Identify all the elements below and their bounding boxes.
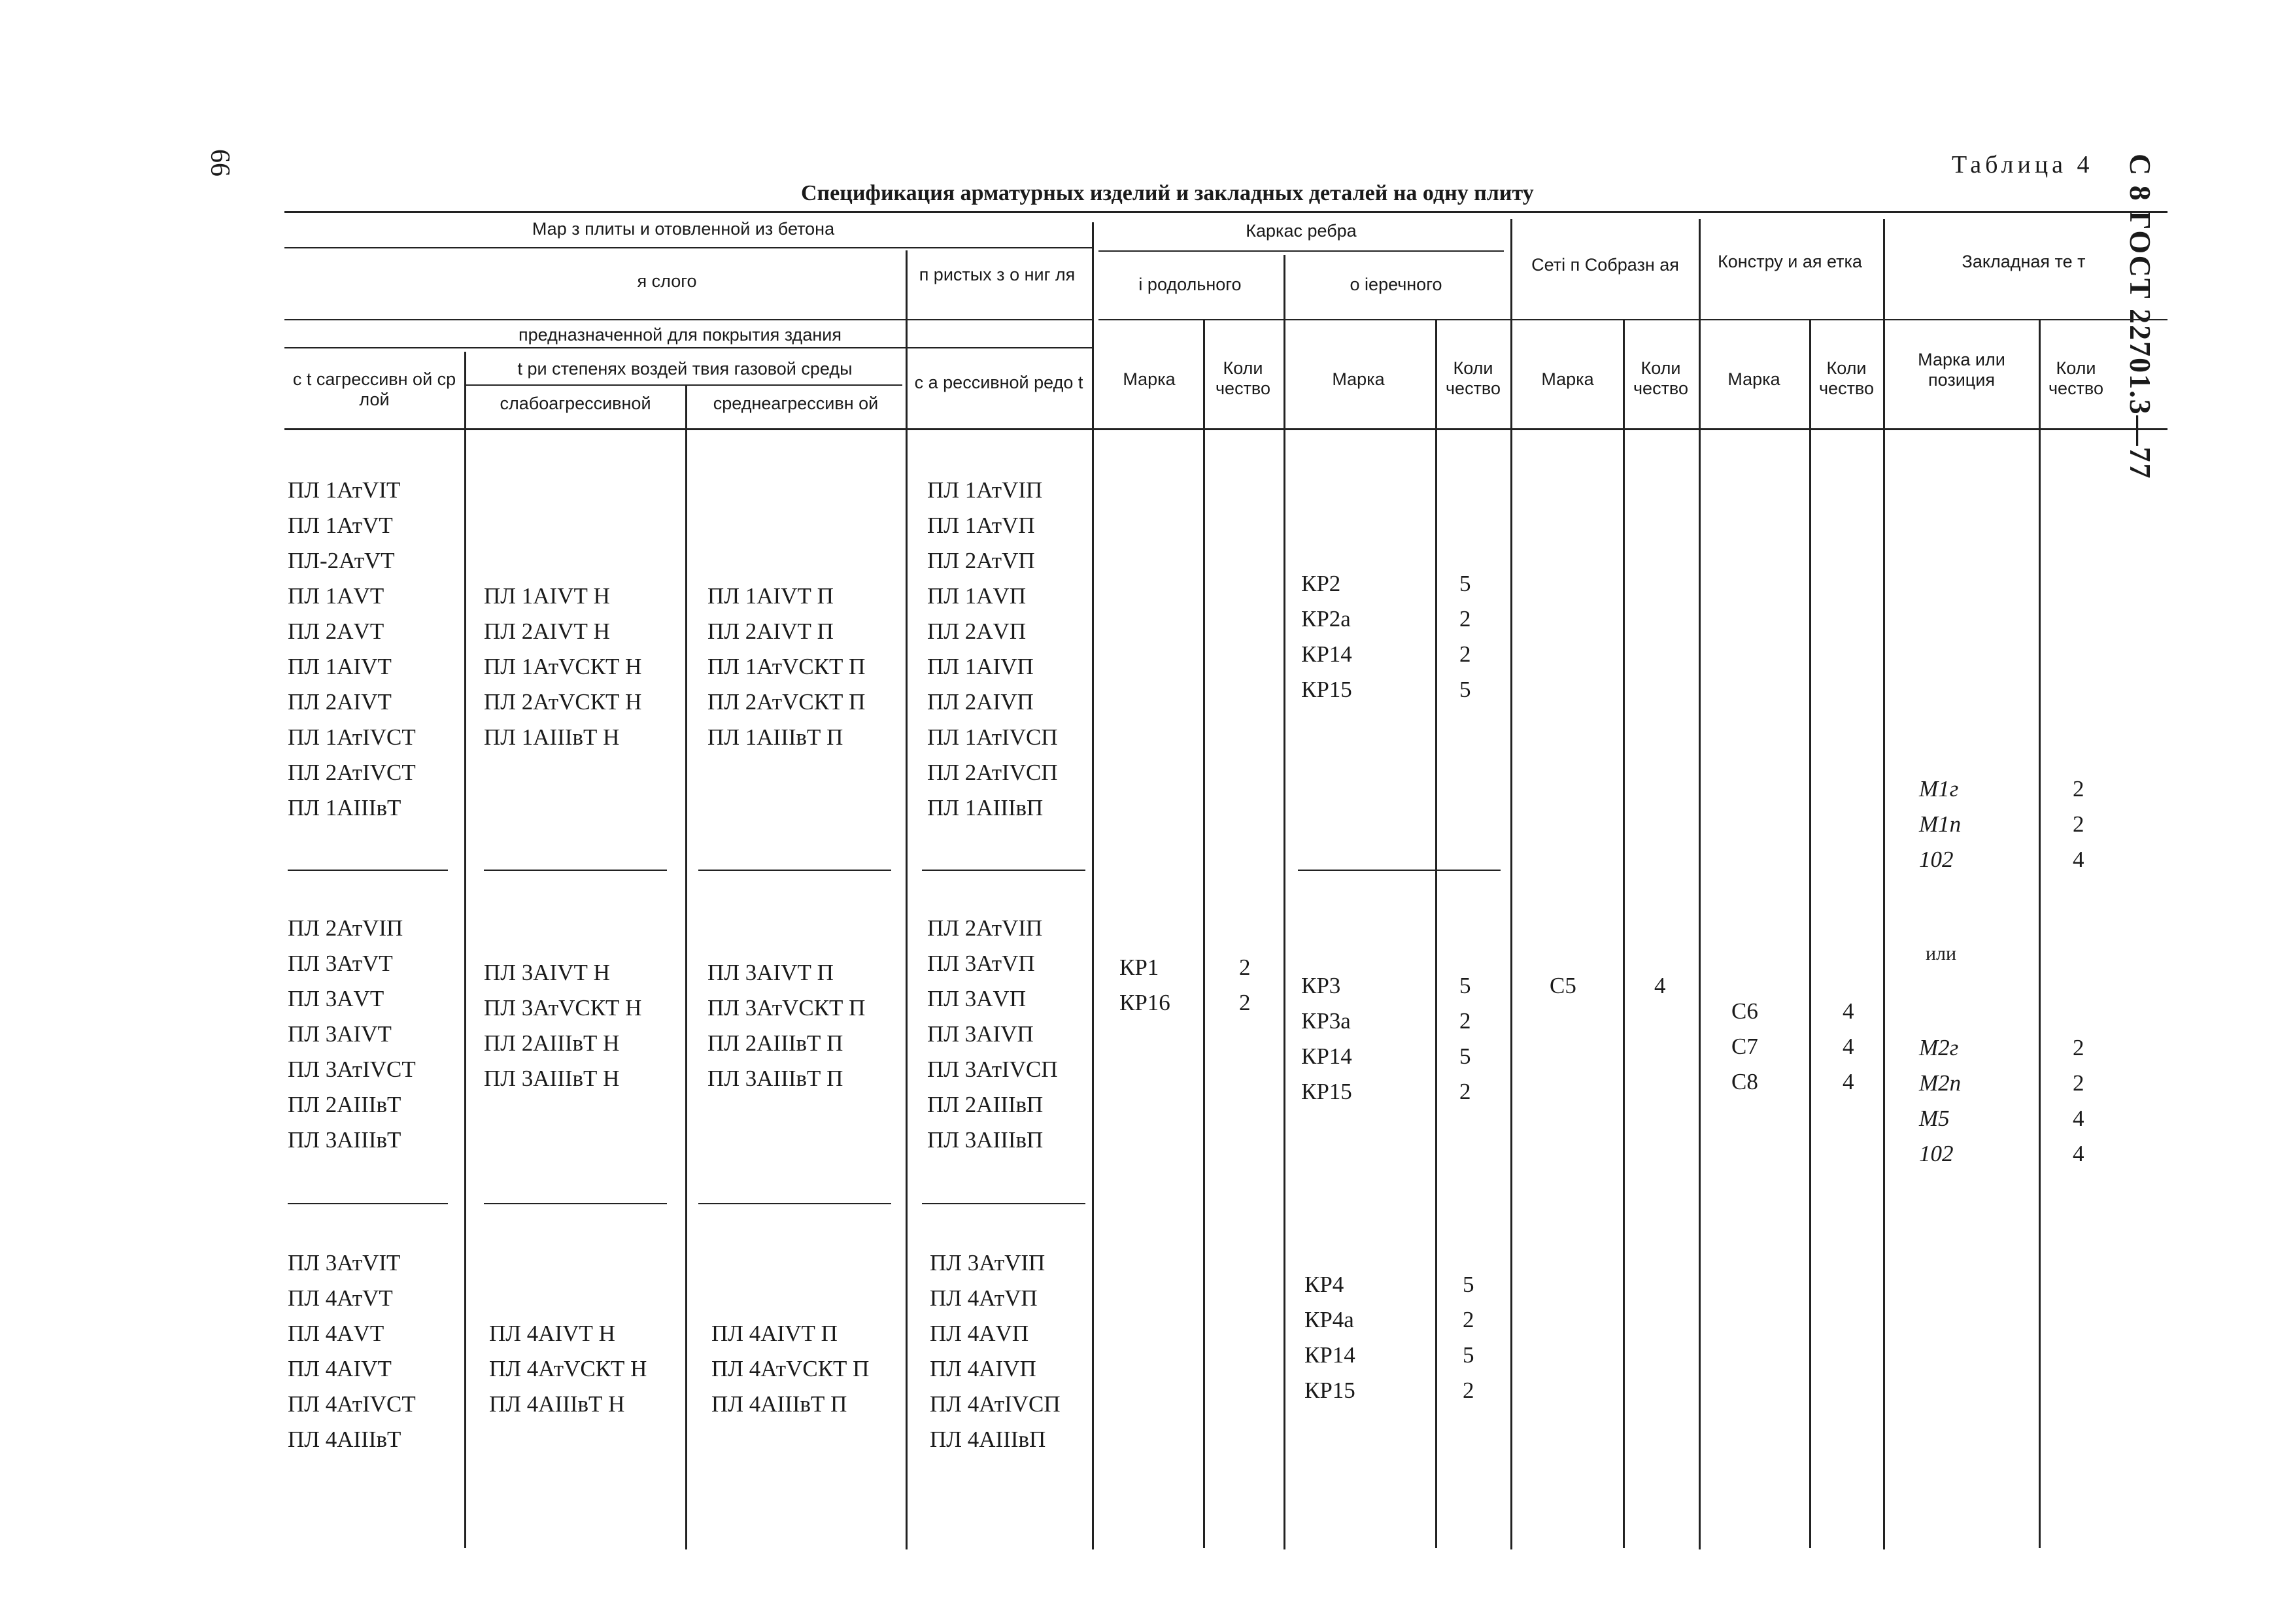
list-item: ПЛ 1АтVIП [927, 477, 1043, 503]
longitudinal-marks [1119, 955, 1170, 1025]
list-item: КР14 [1301, 1043, 1352, 1069]
page-number: 66 [205, 149, 235, 177]
plate-list-weak [484, 960, 641, 1101]
transverse-marks [1304, 1272, 1355, 1413]
list-item: 2 [1459, 606, 1471, 632]
list-item: ПЛ 3АIIIвП [927, 1127, 1044, 1153]
list-item: 2 [1459, 1008, 1471, 1034]
header-ordinary-concrete: я слого [637, 271, 697, 291]
table-label: Таблица 4 [1952, 151, 2094, 178]
list-item: 2 [2073, 776, 2084, 802]
list-item: ПЛ 3АтVIТ [288, 1250, 401, 1276]
list-item: ПЛ 4АVТ [288, 1321, 384, 1346]
list-item: ПЛ 4АIIIвП [930, 1427, 1046, 1452]
list-item: 4 [1843, 1034, 1854, 1059]
list-item: КР15 [1301, 1079, 1352, 1104]
list-item: ПЛ 1АIVТ П [707, 583, 834, 609]
header-mark-position: Марка или позиция [1918, 350, 2005, 390]
plate-list-porous [930, 1250, 1061, 1462]
list-item: ПЛ 2АIIIвП [927, 1092, 1044, 1117]
header-qty: Коли чество [1215, 358, 1270, 399]
list-item: ПЛ 3АтVСКТ Н [484, 995, 642, 1021]
list-item: КР2 [1301, 571, 1341, 596]
list-item: М1п [1919, 811, 1962, 837]
list-item: КР4а [1304, 1307, 1354, 1332]
transverse-marks [1301, 571, 1352, 712]
list-item: 4 [2073, 1141, 2084, 1166]
list-item: ПЛ 3АIVТ [288, 1021, 392, 1047]
longitudinal-qty [1239, 955, 1251, 1025]
list-item: ПЛ 3АVТ [288, 986, 384, 1011]
list-item: ПЛ 2АIIIвТ Н [484, 1030, 620, 1056]
list-item: ПЛ 1АIIIвТ [288, 795, 401, 820]
header-transverse: о iеречного [1350, 275, 1442, 294]
header-porous-concrete: п ристых з о ниг ля [919, 265, 1076, 284]
list-item: ПЛ 4АVП [930, 1321, 1029, 1346]
list-item: КР16 [1119, 990, 1170, 1015]
transverse-marks [1301, 973, 1352, 1114]
plate-list-weak [484, 583, 641, 760]
list-item: 4 [1843, 998, 1854, 1024]
list-item: ПЛ 1АVП [927, 583, 1027, 609]
list-item: 2 [1463, 1378, 1474, 1403]
list-item: 102 [1919, 1141, 1954, 1166]
list-item: ПЛ 2АIVТ [288, 689, 392, 715]
header-weak-aggressive: слабоагрессивной [500, 394, 651, 413]
list-item: 2 [2073, 811, 2084, 837]
transverse-qty [1459, 973, 1471, 1114]
header-medium-aggressive: среднеагрессивн ой [713, 394, 879, 413]
list-item: ПЛ 3АтVIП [930, 1250, 1046, 1276]
header-for-roof: предназначенной для покрытия здания [518, 325, 842, 345]
list-item: ПЛ 1АтIVСП [927, 724, 1058, 750]
list-item: КР1 [1119, 955, 1159, 980]
mesh-qty: 4 [1654, 973, 1666, 998]
list-item: ПЛ 3АIIIвТ [288, 1127, 401, 1153]
embedded-qty [2073, 776, 2084, 882]
header-embedded: Закладная те т [1962, 252, 2086, 271]
list-item: 2 [1463, 1307, 1474, 1332]
header-qty: Коли чество [1445, 358, 1501, 399]
list-item: 2 [1459, 641, 1471, 667]
list-item: ПЛ 3АтVТ [288, 951, 393, 976]
list-item: ПЛ 1АIIIвТ П [707, 724, 843, 750]
list-item: ПЛ 4АтVСКТ Н [489, 1356, 647, 1381]
list-item: ПЛ 3АIVТ Н [484, 960, 610, 985]
list-item: ПЛ 2АтVIП [927, 915, 1043, 941]
embedded-qty [2073, 1035, 2084, 1176]
list-item: ПЛ 3АтIVСТ [288, 1057, 416, 1082]
list-item: ПЛ 1АтIVСТ [288, 724, 416, 750]
list-item: ПЛ 2АтIVСП [927, 760, 1058, 785]
plate-list-nonaggr [288, 915, 416, 1162]
header-longitudinal: i родольного [1138, 275, 1242, 294]
list-item: ПЛ 2АVП [927, 618, 1027, 644]
list-item: ПЛ 2АтIVСТ [288, 760, 416, 785]
constructive-mesh-qty [1843, 998, 1854, 1104]
list-item: 2 [1239, 990, 1251, 1015]
constructive-mesh-marks [1731, 998, 1758, 1104]
header-qty: Коли чество [1633, 358, 1688, 399]
list-item: ПЛ 3АIIIвТ П [707, 1066, 843, 1091]
list-item: М1г [1919, 776, 1959, 802]
list-item: ПЛ 1АIVТ [288, 654, 392, 679]
list-item: ПЛ 1АтVТ [288, 513, 393, 538]
list-item: ПЛ 4АIIIвТ П [711, 1391, 847, 1417]
list-item: ПЛ 4АIIIвТ Н [489, 1391, 625, 1417]
list-item: ПЛ 2АтVСКТ П [707, 689, 866, 715]
list-item: ПЛ 3АVП [927, 986, 1027, 1011]
list-item: ПЛ 2АIVТ Н [484, 618, 610, 644]
plate-list-porous [927, 915, 1058, 1162]
list-item: ПЛ 2АIIIвТ П [707, 1030, 843, 1056]
list-item: М2г [1919, 1035, 1959, 1060]
list-item: ПЛ 4АIVТ [288, 1356, 392, 1381]
list-item: 5 [1463, 1342, 1474, 1368]
plate-list-nonaggr [288, 477, 416, 830]
header-rib-frame: Каркас ребра [1246, 221, 1357, 241]
plate-list-porous [927, 477, 1058, 830]
plate-list-medium [707, 960, 865, 1101]
header-aggressive-porous: с а рессивной редо t [914, 373, 1083, 392]
list-item: ПЛ-2АтVТ [288, 548, 395, 573]
list-item: 2 [1459, 1079, 1471, 1104]
header-constructive-mesh: Констру и ая етка [1718, 252, 1862, 271]
list-item: КР2а [1301, 606, 1351, 632]
standard-header: С 8 ГОСТ 22701.3—77 [2124, 154, 2157, 480]
header-mark: Марка [1727, 369, 1780, 389]
list-item: 4 [2073, 1106, 2084, 1131]
header-mark: Марка [1332, 369, 1385, 389]
list-item: ПЛ 4АтVП [930, 1285, 1038, 1311]
list-item: ПЛ 1АтVП [927, 513, 1035, 538]
list-item: 5 [1459, 571, 1471, 596]
list-item: КР15 [1304, 1378, 1355, 1403]
transverse-qty [1459, 571, 1471, 712]
header-mark: Марка [1123, 369, 1176, 389]
list-item: КР14 [1304, 1342, 1355, 1368]
list-item: ПЛ 3АтIVСП [927, 1057, 1058, 1082]
list-item: КР15 [1301, 677, 1352, 702]
list-item: 5 [1459, 973, 1471, 998]
list-item: 2 [1239, 955, 1251, 980]
plate-list-nonaggr [288, 1250, 416, 1462]
list-item: 4 [1843, 1069, 1854, 1094]
list-item: ПЛ 3АIVП [927, 1021, 1034, 1047]
list-item: 5 [1459, 677, 1471, 702]
list-item: 5 [1463, 1272, 1474, 1297]
list-item: ПЛ 1АIVТ Н [484, 583, 610, 609]
list-item: ПЛ 4АтIVСТ [288, 1391, 416, 1417]
header-mesh: Сетi п Собразн ая [1531, 255, 1679, 275]
list-item: ПЛ 2АтVП [927, 548, 1035, 573]
list-item: С7 [1731, 1034, 1758, 1059]
list-item: ПЛ 2АтVIП [288, 915, 403, 941]
list-item: ПЛ 1АIIIвТ Н [484, 724, 620, 750]
mesh-mark: С5 [1550, 973, 1576, 998]
list-item: 5 [1459, 1043, 1471, 1069]
list-item: ПЛ 3АтVСКТ П [707, 995, 866, 1021]
list-item: М5 [1919, 1106, 1950, 1131]
list-item: КР3а [1301, 1008, 1351, 1034]
list-item: ПЛ 1АтVIТ [288, 477, 401, 503]
list-item: ПЛ 4АIVП [930, 1356, 1036, 1381]
list-item: КР4 [1304, 1272, 1344, 1297]
list-item: 102 [1919, 847, 1954, 872]
list-item: КР14 [1301, 641, 1352, 667]
list-item: ПЛ 1АтVСКТ П [707, 654, 866, 679]
list-item: 2 [2073, 1035, 2084, 1060]
list-item: С6 [1731, 998, 1758, 1024]
list-item: ПЛ 2АIVТ П [707, 618, 834, 644]
list-item: ПЛ 2АтVСКТ Н [484, 689, 642, 715]
list-item: ПЛ 4АIVТ Н [489, 1321, 615, 1346]
list-item: ПЛ 2АIIIвТ [288, 1092, 401, 1117]
header-non-aggressive: с t сагрессивн ой ср лой [292, 369, 456, 410]
list-item: ПЛ 1АтVСКТ Н [484, 654, 642, 679]
list-item: ПЛ 4АтVТ [288, 1285, 393, 1311]
header-qty: Коли чество [2048, 358, 2103, 399]
list-item: ПЛ 4АIIIвТ [288, 1427, 401, 1452]
header-degrees: t ри степенях воздей твия газовой среды [517, 359, 853, 379]
transverse-qty [1463, 1272, 1474, 1413]
or-label: или [1926, 943, 1957, 964]
list-item: ПЛ 2АIVП [927, 689, 1034, 715]
list-item: ПЛ 3АIVТ П [707, 960, 834, 985]
plate-list-weak [489, 1321, 647, 1427]
list-item: ПЛ 1АIVП [927, 654, 1034, 679]
embedded-marks [1919, 1035, 1961, 1176]
list-item: С8 [1731, 1069, 1758, 1094]
list-item: ПЛ 1АIIIвП [927, 795, 1044, 820]
list-item: ПЛ 4АтVСКТ П [711, 1356, 870, 1381]
header-qty: Коли чество [1818, 358, 1874, 399]
list-item: 4 [2073, 847, 2084, 872]
list-item: ПЛ 2АVТ [288, 618, 384, 644]
list-item: ПЛ 4АтIVСП [930, 1391, 1061, 1417]
embedded-marks [1919, 776, 1961, 882]
list-item: 2 [2073, 1070, 2084, 1096]
list-item: М2п [1919, 1070, 1962, 1096]
list-item: ПЛ 4АIVТ П [711, 1321, 838, 1346]
header-mark: Марка [1541, 369, 1594, 389]
list-item: КР3 [1301, 973, 1341, 998]
plate-list-medium [707, 583, 865, 760]
list-item: ПЛ 3АIIIвТ Н [484, 1066, 620, 1091]
plate-list-medium [711, 1321, 869, 1427]
header-plate-mark: Мар з плиты и отовленной из бетона [532, 219, 835, 239]
list-item: ПЛ 1АVТ [288, 583, 384, 609]
table-title: Спецификация арматурных изделий и закладных деталей на одну плиту [801, 181, 1534, 205]
list-item: ПЛ 3АтVП [927, 951, 1035, 976]
